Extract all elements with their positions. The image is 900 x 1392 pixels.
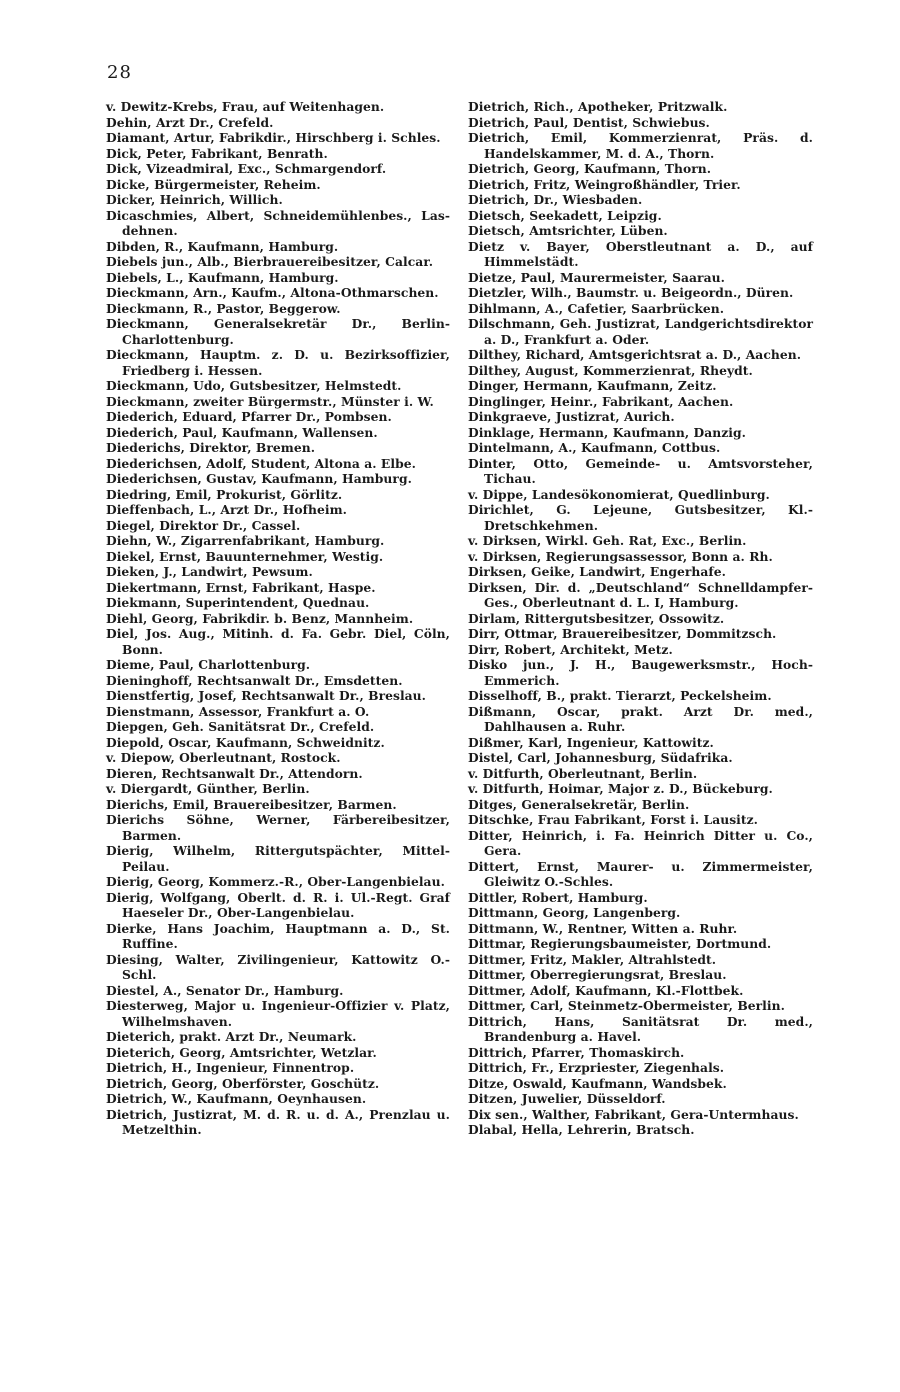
directory-entry: Dieme, Paul, Charlottenburg.	[106, 657, 311, 672]
directory-entry: Dirr, Robert, Architekt, Metz.	[468, 641, 673, 657]
directory-entry: Diederich, Paul, Kaufmann, Wallensen.	[106, 424, 378, 440]
directory-entry: v. Ditfurth, Oberleutnant, Berlin.	[468, 765, 698, 781]
directory-entry: Dietrich, Rich., Apotheker, Pritzwalk.	[468, 99, 728, 114]
directory-entry: Disko jun., J. H., Baugewerksmstr., Hoch-Emmerich.	[468, 657, 813, 688]
directory-entry: Dienstfertig, Josef, Rechtsanwalt Dr., Breslau.	[106, 688, 427, 703]
directory-entry: Dieckmann, Hauptm. z. D. u. Bezirksoffizier, Friedberg i. Hessen.	[106, 347, 450, 378]
directory-entry: Diederichs, Direktor, Bremen.	[106, 440, 316, 455]
left-column	[106, 99, 450, 1138]
directory-entry: Dittmer, Oberregierungsrat, Breslau.	[468, 967, 727, 982]
directory-entry: Dietzler, Wilh., Baumstr. u. Beigeordn., Düren.	[468, 285, 794, 300]
directory-entry: Dietrich, Fritz, Weingroßhändler, Trier.	[468, 176, 741, 192]
right-column	[468, 99, 813, 1138]
directory-entry: Diepgen, Geh. Sanitätsrat Dr., Crefeld.	[106, 719, 375, 734]
directory-entry: Dinklage, Hermann, Kaufmann, Danzig.	[468, 424, 746, 440]
directory-entry: Ditschke, Frau Fabrikant, Forst i. Lausitz.	[468, 812, 758, 827]
directory-entry: Dieren, Rechtsanwalt Dr., Attendorn.	[106, 765, 363, 781]
directory-entry: Diamant, Artur, Fabrikdir., Hirschberg i. Schles.	[106, 130, 441, 145]
directory-entry: Diederichsen, Gustav, Kaufmann, Hamburg.	[106, 471, 412, 486]
directory-entry: Dittrich, Fr., Erzpriester, Ziegenhals.	[468, 1060, 725, 1075]
directory-entry: Diebels, L., Kaufmann, Hamburg.	[106, 269, 339, 285]
directory-entry: Dierke, Hans Joachim, Hauptmann a. D., St. Ruffine.	[106, 920, 450, 951]
directory-entry: Dinter, Otto, Gemeinde- u. Amtsvorsteher, Tichau.	[468, 455, 813, 486]
directory-entry: Dieffenbach, L., Arzt Dr., Hofheim.	[106, 502, 347, 517]
directory-entry: Dierichs, Emil, Brauereibesitzer, Barmen.	[106, 796, 397, 812]
directory-entry: v. Ditfurth, Hoimar, Major z. D., Bückeburg.	[468, 781, 773, 796]
directory-entry: Dick, Peter, Fabrikant, Benrath.	[106, 145, 328, 161]
directory-entry: Dirichlet, G. Lejeune, Gutsbesitzer, Kl.-Dretschkehmen.	[468, 502, 813, 533]
directory-entry: Diestel, A., Senator Dr., Hamburg.	[106, 982, 344, 998]
directory-entry: Dibden, R., Kaufmann, Hamburg.	[106, 238, 339, 254]
directory-entry: Diepold, Oscar, Kaufmann, Schweidnitz.	[106, 734, 385, 750]
directory-entry: Diederichsen, Adolf, Student, Altona a. Elbe.	[106, 455, 416, 471]
directory-entry: Ditter, Heinrich, i. Fa. Heinrich Ditter u. Co., Gera.	[468, 827, 813, 858]
directory-entry: Dierig, Wilhelm, Rittergutspächter, Mittel-Peilau.	[106, 843, 450, 874]
directory-entry: Dieterich, Georg, Amtsrichter, Wetzlar.	[106, 1044, 377, 1060]
directory-entry: Dittmann, Georg, Langenberg.	[468, 905, 681, 920]
directory-entry: Disselhoff, B., prakt. Tierarzt, Peckelsheim.	[468, 688, 772, 703]
directory-entry: Dietrich, Dr., Wiesbaden.	[468, 192, 643, 207]
directory-entry: Dietz v. Bayer, Oberstleutnant a. D., auf Himmelstädt.	[468, 238, 813, 269]
directory-entry: Dietsch, Seekadett, Leipzig.	[468, 207, 662, 223]
directory-entry: Dierig, Georg, Kommerz.-R., Ober-Langenbielau.	[106, 874, 445, 889]
directory-entry: Diekel, Ernst, Bauunternehmer, Westig.	[106, 548, 384, 564]
directory-entry: Diesterweg, Major u. Ingenieur-Offizier v. Platz, Wilhelmshaven.	[106, 998, 450, 1029]
directory-entry: Ditze, Oswald, Kaufmann, Wandsbek.	[468, 1075, 727, 1091]
directory-entry: Dilthey, August, Kommerzienrat, Rheydt.	[468, 362, 753, 378]
directory-entry: Dittrich, Pfarrer, Thomaskirch.	[468, 1044, 685, 1060]
directory-entry: Dißmer, Karl, Ingenieur, Kattowitz.	[468, 734, 714, 750]
directory-entry: Dieninghoff, Rechtsanwalt Dr., Emsdetten.	[106, 672, 403, 688]
directory-entry: Dicke, Bürgermeister, Reheim.	[106, 176, 321, 192]
directory-entry: v. Dirksen, Wirkl. Geh. Rat, Exc., Berlin.	[468, 533, 747, 548]
directory-entry: Ditges, Generalsekretär, Berlin.	[468, 796, 690, 812]
directory-entry: Ditzen, Juwelier, Düsseldorf.	[468, 1091, 666, 1106]
directory-entry: Dlabal, Hella, Lehrerin, Bratsch.	[468, 1122, 695, 1137]
directory-entry: v. Diepow, Oberleutnant, Rostock.	[106, 750, 341, 765]
directory-entry: Dieckmann, R., Pastor, Beggerow.	[106, 300, 341, 316]
directory-entry: Dittert, Ernst, Maurer- u. Zimmermeister, Gleiwitz O.-Schles.	[468, 858, 813, 889]
directory-entry: Dirr, Ottmar, Brauereibesitzer, Dommitzsch.	[468, 626, 777, 641]
directory-entry: Dehin, Arzt Dr., Crefeld.	[106, 114, 274, 130]
directory-entry: Diehn, W., Zigarrenfabrikant, Hamburg.	[106, 533, 385, 548]
directory-entry: v. Dirksen, Regierungsassessor, Bonn a. Rh.	[468, 548, 773, 564]
directory-entry: Dietrich, Emil, Kommerzienrat, Präs. d. Handelskammer, M. d. A., Thorn.	[468, 130, 813, 161]
directory-entry: Diehl, Georg, Fabrikdir. b. Benz, Mannheim.	[106, 610, 414, 626]
directory-entry: Dietrich, Georg, Oberförster, Goschütz.	[106, 1075, 380, 1091]
directory-entry: Dilthey, Richard, Amtsgerichtsrat a. D., Aachen.	[468, 347, 802, 362]
directory-entry: Dierig, Wolfgang, Oberlt. d. R. i. Ul.-Regt. Graf Haeseler Dr., Ober-Langenbielau.	[106, 889, 450, 920]
directory-entry: Dietrich, Justizrat, M. d. R. u. d. A., Prenzlau u. Metzelthin.	[106, 1106, 450, 1137]
directory-entry: Dieckmann, Generalsekretär Dr., Berlin-Charlottenburg.	[106, 316, 450, 347]
directory-entry: Dieckmann, zweiter Bürgermstr., Münster i. W.	[106, 393, 434, 409]
directory-entry: Dieckmann, Udo, Gutsbesitzer, Helmstedt.	[106, 378, 402, 393]
directory-entry: Dietrich, Paul, Dentist, Schwiebus.	[468, 114, 710, 130]
directory-entry: Dißmann, Oscar, prakt. Arzt Dr. med., Dahlhausen a. Ruhr.	[468, 703, 813, 734]
page-number: 28	[107, 62, 132, 83]
directory-entry: Dinglinger, Heinr., Fabrikant, Aachen.	[468, 393, 734, 409]
directory-entry: Dittmann, W., Rentner, Witten a. Ruhr.	[468, 920, 738, 936]
directory-entry: Dittmar, Regierungsbaumeister, Dortmund.	[468, 936, 772, 951]
directory-entry: Dittmer, Fritz, Makler, Altrahlstedt.	[468, 951, 717, 967]
directory-entry: Diebels jun., Alb., Bierbrauereibesitzer, Calcar.	[106, 254, 434, 269]
directory-entry: Dittrich, Hans, Sanitätsrat Dr. med., Brandenburg a. Havel.	[468, 1013, 813, 1044]
directory-entry: Dietze, Paul, Maurermeister, Saarau.	[468, 269, 725, 285]
directory-entry: Dienstmann, Assessor, Frankfurt a. O.	[106, 703, 370, 719]
directory-entry: Diesing, Walter, Zivilingenieur, Kattowitz O.-Schl.	[106, 951, 450, 982]
directory-entry: Dittler, Robert, Hamburg.	[468, 889, 648, 905]
directory-entry: Dinger, Hermann, Kaufmann, Zeitz.	[468, 378, 717, 393]
directory-entry: Diegel, Direktor Dr., Cassel.	[106, 517, 301, 533]
directory-entry: v. Dippe, Landesökonomierat, Quedlinburg.	[468, 486, 770, 502]
directory-entry: Dittmer, Adolf, Kaufmann, Kl.-Flottbek.	[468, 982, 744, 998]
directory-entry: Dieterich, prakt. Arzt Dr., Neumark.	[106, 1029, 357, 1044]
directory-entry: Diekmann, Superintendent, Quednau.	[106, 595, 370, 610]
directory-entry: Dicker, Heinrich, Willich.	[106, 192, 283, 207]
directory-entry: Dietrich, W., Kaufmann, Oeynhausen.	[106, 1091, 367, 1106]
directory-entry: Dilschmann, Geh. Justizrat, Landgerichtsdirektor a. D., Frankfurt a. Oder.	[468, 316, 813, 347]
directory-entry: v. Diergardt, Günther, Berlin.	[106, 781, 310, 796]
directory-entry: Dihlmann, A., Cafetier, Saarbrücken.	[468, 300, 725, 316]
directory-entry: Dick, Vizeadmiral, Exc., Schmargendorf.	[106, 161, 387, 176]
directory-entry: Dirksen, Geike, Landwirt, Engerhafe.	[468, 564, 726, 579]
directory-entry: Dintelmann, A., Kaufmann, Cottbus.	[468, 440, 721, 455]
directory-entry: Distel, Carl, Johannesburg, Südafrika.	[468, 750, 733, 765]
directory-entry: Dirlam, Rittergutsbesitzer, Ossowitz.	[468, 610, 725, 626]
directory-entry: Diederich, Eduard, Pfarrer Dr., Pombsen.	[106, 409, 392, 424]
directory-entry: Dierichs Söhne, Werner, Färbereibesitzer, Barmen.	[106, 812, 450, 843]
directory-entry: Dicaschmies, Albert, Schneidemühlenbes., Las-dehnen.	[106, 207, 450, 238]
directory-entry: Dinkgraeve, Justizrat, Aurich.	[468, 409, 675, 424]
directory-entry: Diedring, Emil, Prokurist, Görlitz.	[106, 486, 343, 502]
directory-entry: Dix sen., Walther, Fabrikant, Gera-Untermhaus.	[468, 1106, 799, 1122]
directory-entry: Diekertmann, Ernst, Fabrikant, Haspe.	[106, 579, 376, 595]
directory-entry: Dittmer, Carl, Steinmetz-Obermeister, Berlin.	[468, 998, 785, 1013]
directory-entry: v. Dewitz-Krebs, Frau, auf Weitenhagen.	[106, 99, 385, 114]
directory-entry: Dieckmann, Arn., Kaufm., Altona-Othmarschen.	[106, 285, 439, 300]
directory-entry: Dietsch, Amtsrichter, Lüben.	[468, 223, 668, 238]
directory-entry: Dietrich, Georg, Kaufmann, Thorn.	[468, 161, 712, 176]
directory-entry: Diel, Jos. Aug., Mitinh. d. Fa. Gebr. Diel, Cöln, Bonn.	[106, 626, 450, 657]
directory-entry: Dietrich, H., Ingenieur, Finnentrop.	[106, 1060, 355, 1075]
directory-entry: Dirksen, Dir. d. „Deutschland“ Schnelldampfer-Ges., Oberleutnant d. L. I, Hamburg.	[468, 579, 813, 610]
directory-entry: Dieken, J., Landwirt, Pewsum.	[106, 564, 313, 579]
